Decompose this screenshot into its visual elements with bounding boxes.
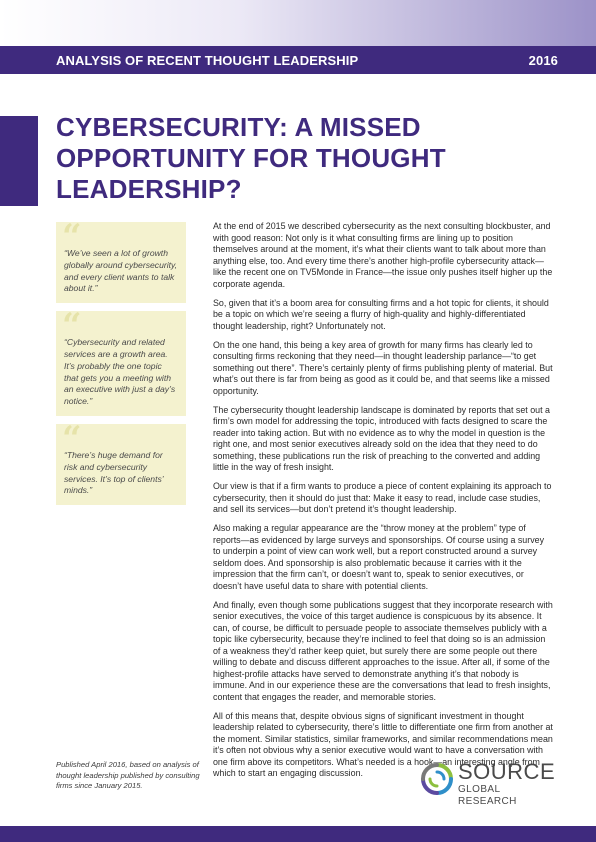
paragraph: Our view is that if a firm wants to produce a piece of content explaining its approach to cybersecurity, then it should do just that: Make it easy to read, include case studies, and sell its services—but don’t pretend it’s thought leadership. bbox=[213, 481, 552, 514]
paragraph: So, given that it’s a boom area for consulting firms and a hot topic for clients, it should be a topic on which we’re seeing a flurry of high-quality and highly-differentiated thought leadership, right? Unfortunately not. bbox=[213, 297, 549, 331]
logo-subtitle: GLOBAL RESEARCH bbox=[458, 784, 517, 807]
quote-mark-icon: “ bbox=[62, 418, 82, 459]
swirl-logo-icon bbox=[420, 762, 454, 796]
bottom-bar bbox=[0, 826, 596, 842]
paragraph: And finally, even though some publications suggest that they incorporate research with senior executives, the voice of this target audience is conspicuous by its absence. It can, of course, be difficult to persuade people to associate themselves publicly with a topic like cybersecurity, because they’re inclined to feel that doing so is an admission of a weakness they’d rather keep quiet, but surely there are some people out there willing to debate and discuss different approaches to the issue. After all, if some of the highest-profile attacks have served to demonstrate anything it’s that nobody is immune. And in our experience these are the conversations that lead to fresh insights, content that engages the reader, and memorable stories. bbox=[213, 599, 553, 702]
title-accent-block bbox=[0, 116, 38, 206]
publication-note: Published April 2016, based on analysis of thought leadership published by consulting firms since January 2015. bbox=[56, 760, 200, 790]
page-title: CYBERSECURITY: A MISSED OPPORTUNITY FOR THOUGHT LEADERSHIP? bbox=[56, 112, 446, 204]
logo-wordmark: SOURCE bbox=[458, 759, 556, 784]
paragraph: The cybersecurity thought leadership landscape is dominated by reports that set out a firm’s own model for addressing the topic, introduced with facts designed to scare the reader into taking action. But with no evidence as to why the model in question is the right one, and most senior executives already sold on the idea that they need to do something, these publications run the risk of preaching to the converted and adding little in the way of fresh insight. bbox=[213, 404, 550, 472]
year-label: 2016 bbox=[528, 52, 558, 68]
paragraph: On the one hand, this being a key area of growth for many firms has clearly led to consulting firms reckoning that they need—in thought leadership parlance—“to get something out there”. There’s certainly plenty of firms publishing plenty of material. But what’s out there is far from being as good as it could be, and that seems like a missed opportunity. bbox=[213, 339, 553, 396]
pull-quote bbox=[56, 217, 186, 303]
pull-quote-text: “Cybersecurity and related services are a growth area. It’s probably the one topic that gets you a meeting with an executive with just a day’s notice.” bbox=[64, 337, 176, 407]
pull-quote-text: “There’s huge demand for risk and cybersecurity services. It’s top of clients’ minds.” bbox=[64, 449, 164, 496]
paragraph: At the end of 2015 we described cybersecurity as the next consulting blockbuster, and with good reason: Not only is it what consulting firms are lining up to position themselves around at the moment, it’s what their clients want to talk about more than anything else, too. And every time there’s another high-profile cybersecurity attack—like the recent one on TV5Monde in France—the issue only pushes itself higher up the corporate agenda. bbox=[213, 221, 553, 289]
top-gradient-band bbox=[0, 0, 596, 46]
pull-quote bbox=[56, 306, 186, 416]
article-body bbox=[213, 221, 556, 787]
paragraph: Also making a regular appearance are the “throw money at the problem” type of reports—as evidenced by large surveys and sponsorships. Of course using a survey to underpin a point of view can work well, but a report constructed around a survey seldom does. And sponsorship is also problematic because it carries with it the impression that the firm can’t, or doesn’t want to, speak to senior executives, or doesn’t have useful data to share with potential clients. bbox=[213, 523, 545, 591]
pull-quote-text: “We’ve seen a lot of growth globally around cybersecurity, and every client wants to talk about it.” bbox=[64, 248, 178, 294]
quote-mark-icon: “ bbox=[62, 217, 82, 257]
pull-quote bbox=[56, 418, 186, 505]
quote-mark-icon: “ bbox=[62, 306, 82, 347]
pull-quotes bbox=[56, 217, 186, 513]
source-logo bbox=[420, 759, 560, 807]
header-bar bbox=[0, 46, 596, 74]
paragraph: All of this means that, despite obvious signs of significant investment in thought leadership related to cybersecurity, there’s little to differentiate one firm from another at the moment. Similar statistics, similar frameworks, and similar recommendations mean it’s often not obvious why a senior executive would want to have a conversation with one firm above its competitors. What’s needed is a hook—an interesting angle from which to start an engaging discussion. bbox=[213, 710, 553, 778]
section-label: ANALYSIS OF RECENT THOUGHT LEADERSHIP bbox=[56, 52, 359, 68]
